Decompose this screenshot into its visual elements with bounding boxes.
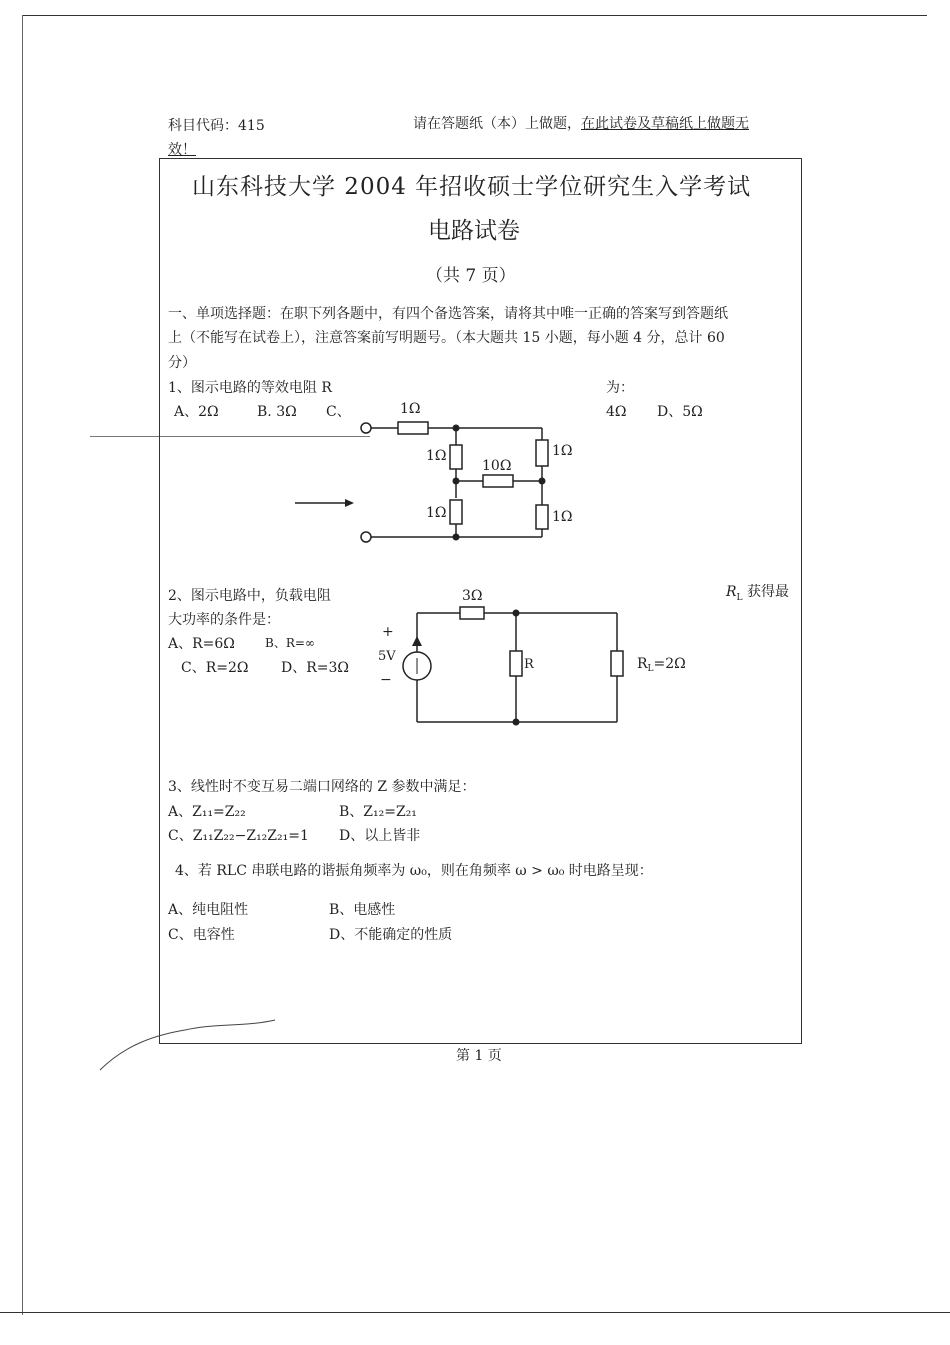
- q1-resistor-left-upper: [450, 445, 462, 469]
- q4-option-c: C、电容性: [168, 927, 235, 943]
- q1-terminal-bottom: [361, 532, 371, 542]
- q1-label-r-bridge: 10Ω: [482, 458, 512, 474]
- q2-option-a: A、R=6Ω: [168, 636, 235, 652]
- q1-option-d: D、5Ω: [657, 404, 703, 420]
- q2-option-c: C、R=2Ω: [181, 660, 249, 676]
- q2-circuit-diagram: [370, 580, 710, 730]
- q3-option-c: C、Z₁₁Z₂₂−Z₁₂Z₂₁=1: [168, 828, 309, 844]
- q2-label-minus: −: [380, 672, 392, 688]
- q2-label-source: 5V: [378, 649, 396, 664]
- q2-label-r-load-letter: R: [637, 656, 648, 672]
- exam-subject: 电路试卷: [428, 218, 520, 244]
- q1-circuit-diagram: [290, 395, 590, 555]
- q1-resistor-bridge: [483, 475, 513, 487]
- q2-label-r-middle: R: [524, 657, 534, 672]
- q1-label-r-right-lower: 1Ω: [552, 509, 573, 525]
- q1-arrow-head: [345, 499, 354, 507]
- section1-instructions-line2: 上（不能写在试卷上），注意答案前写明题号。（本大题共 15 小题，每小题 4 分，总计 60: [168, 330, 725, 346]
- page-count: （共 7 页）: [426, 266, 516, 286]
- q2-resistor-r: [510, 651, 522, 676]
- q2-source-arrow: [412, 636, 422, 646]
- q3-option-b: B、Z₁₂=Z₂₁: [339, 804, 417, 820]
- q1-label-r-right-upper: 1Ω: [552, 443, 573, 459]
- q2-label-r-load: [637, 656, 686, 674]
- q1-stem-end: 为：: [606, 380, 634, 396]
- q1-resistor-top: [398, 422, 428, 434]
- q2-stem-line1: 2、图示电路中，负载电阻: [168, 588, 331, 604]
- q2-rl-sub: L: [736, 592, 743, 603]
- section1-instructions-line3: 分）: [168, 355, 196, 371]
- scan-edge-top: [22, 15, 927, 16]
- q2-label-r-series: 3Ω: [462, 588, 483, 604]
- section1-instructions-line1: 一、单项选择题：在职下列各题中，有四个备选答案，请将其中唯一正确的答案写到答题纸: [168, 306, 728, 322]
- q2-label-plus: +: [382, 624, 394, 640]
- q2-label-r-load-sub: L: [647, 664, 654, 674]
- q1-option-a: A、2Ω: [174, 404, 219, 420]
- q1-label-r-left-lower: 1Ω: [426, 505, 447, 521]
- notice-part2: 在此试卷及草稿纸上做题无: [581, 116, 749, 132]
- q2-option-b: B、R=∞: [265, 636, 315, 650]
- q1-terminal-top: [361, 423, 371, 433]
- exam-title: 山东科技大学 2004 年招收硕士学位研究生入学考试: [192, 174, 752, 200]
- q2-option-d: D、R=3Ω: [281, 660, 350, 676]
- q4-option-b: B、电感性: [329, 902, 396, 918]
- q3-stem: 3、线性时不变互易二端口网络的 Z 参数中满足：: [168, 779, 476, 795]
- subject-code: 科目代码：415: [168, 118, 265, 134]
- q1-stem: 1、图示电路的等效电阻 R: [168, 380, 332, 396]
- q2-rl-letter: R: [726, 584, 737, 600]
- q4-stem: 4、若 RLC 串联电路的谐振角频率为 ω₀，则在角频率 ω > ω₀ 时电路呈现：: [175, 863, 653, 879]
- q2-stem-line1-end: [726, 584, 789, 604]
- scan-edge-left: [22, 15, 23, 1315]
- q2-resistor-load: [611, 651, 623, 676]
- q1-option-b: B. 3Ω: [257, 404, 297, 420]
- notice-part3: 效！: [168, 142, 196, 158]
- q2-label-r-load-value: =2Ω: [653, 656, 686, 672]
- q3-option-d: D、以上皆非: [339, 828, 421, 844]
- q2-stem-tail: 获得最: [742, 584, 789, 600]
- page-number: 第 1 页: [456, 1048, 502, 1064]
- q3-option-a: A、Z₁₁=Z₂₂: [168, 804, 246, 820]
- q1-option-c: C、: [326, 404, 351, 420]
- q1-resistor-right-lower: [536, 505, 548, 529]
- q4-option-d: D、不能确定的性质: [329, 927, 453, 943]
- q2-resistor-series: [460, 607, 484, 619]
- notice-text: [413, 116, 749, 133]
- pen-scribble: [95, 1015, 285, 1075]
- q1-label-r-top: 1Ω: [400, 401, 421, 417]
- q1-resistor-right-upper: [536, 440, 548, 466]
- q1-option-c-value: 4Ω: [606, 404, 627, 420]
- q4-option-a: A、纯电阻性: [168, 902, 249, 918]
- q1-label-r-left-upper: 1Ω: [426, 448, 447, 464]
- q2-stem-line2: 大功率的条件是：: [168, 612, 280, 628]
- scan-edge-bottom: [0, 1312, 950, 1313]
- notice-part1: 请在答题纸（本）上做题，: [413, 116, 581, 132]
- q1-resistor-left-lower: [450, 500, 462, 524]
